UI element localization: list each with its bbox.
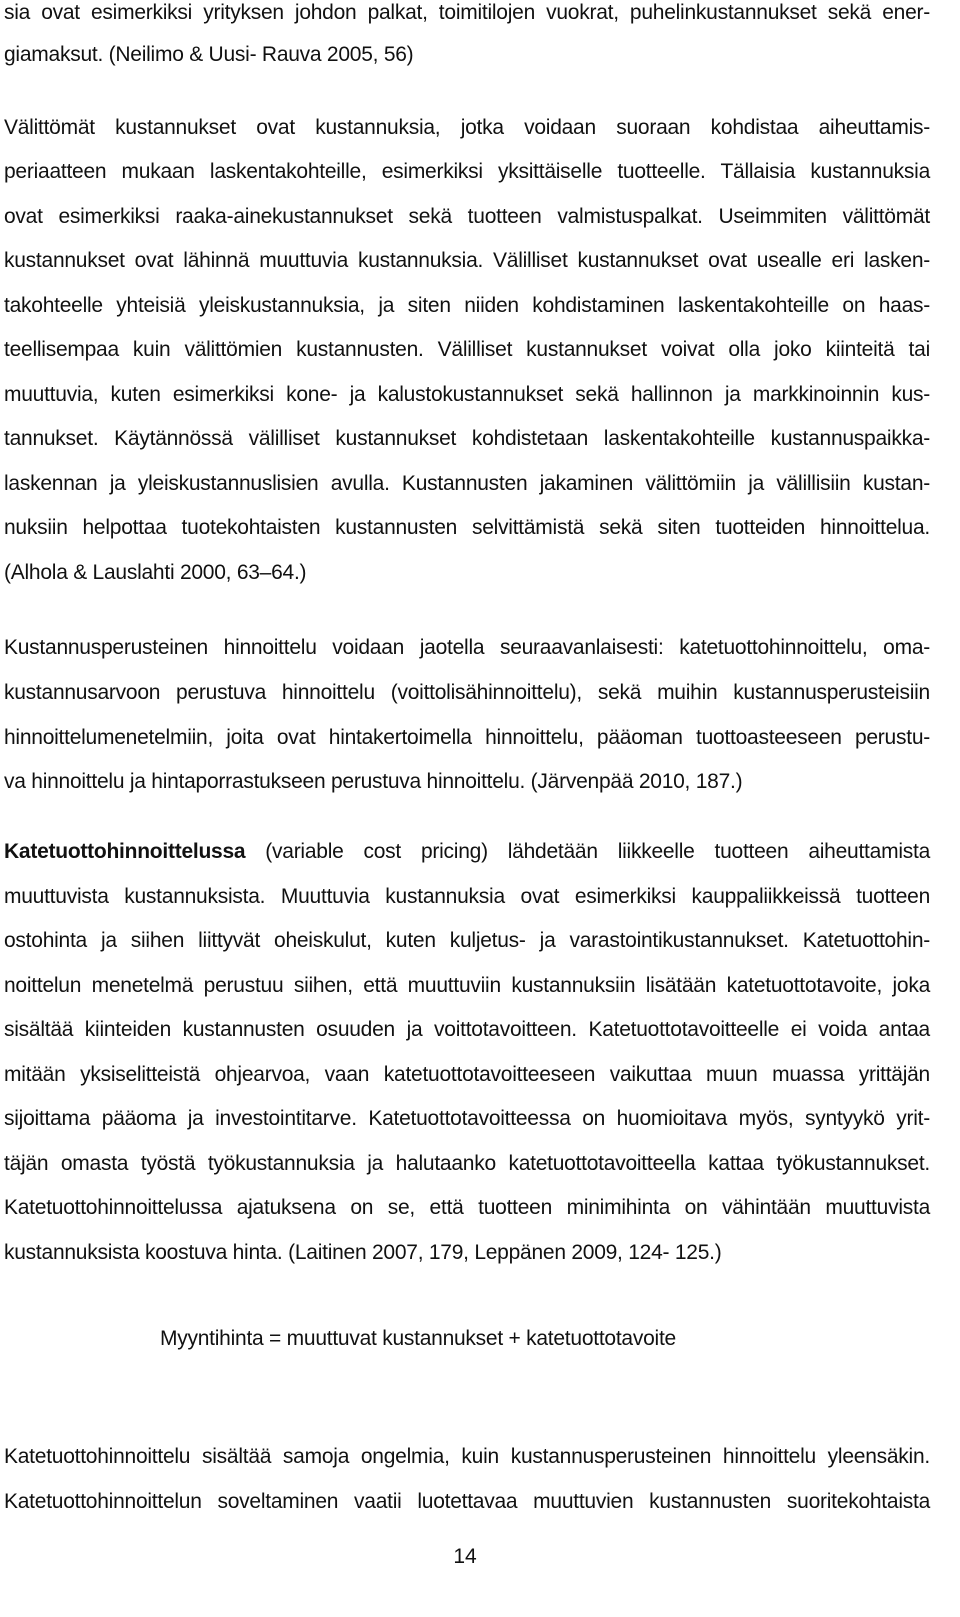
text-line: teellisempaa kuin välittömien kustannusten. Välilliset kustannukset voivat olla joko kiinteitä tai	[4, 338, 930, 361]
text-line: muuttuvia, kuten esimerkiksi kone- ja kalustokustannukset sekä hallinnon ja markkinoinnin kus-	[4, 383, 930, 406]
text-line: Katetuottohinnoittelu sisältää samoja ongelmia, kuin kustannusperusteinen hinnoittelu yleensäkin.	[4, 1445, 930, 1468]
text-line: kustannusarvoon perustuva hinnoittelu (voittolisähinnoittelu), sekä muihin kustannusperusteisiin	[4, 681, 930, 704]
formula: Myyntihinta = muuttuvat kustannukset + katetuottotavoite	[160, 1327, 676, 1350]
page-number: 14	[453, 1545, 477, 1568]
text-line: sijoittama pääoma ja investointitarve. Katetuottotavoitteessa on huomioitava myös, syntyykö yrit-	[4, 1107, 930, 1130]
text-line: giamaksut. (Neilimo & Uusi- Rauva 2005, 56)	[4, 43, 414, 66]
text-line: periaatteen mukaan laskentakohteille, esimerkiksi yksittäiselle tuotteelle. Tällaisia kustannuksia	[4, 160, 930, 183]
text-line: Kustannusperusteinen hinnoittelu voidaan jaotella seuraavanlaisesti: katetuottohinnoittelu, oma-	[4, 636, 930, 659]
text-line: (Alhola & Lauslahti 2000, 63–64.)	[4, 561, 307, 584]
text-line: Välittömät kustannukset ovat kustannuksia, jotka voidaan suoraan kohdistaa aiheuttamis-	[4, 116, 930, 139]
text-line: mitään yksiselitteistä ohjearvoa, vaan katetuottotavoitteeseen vaikuttaa muun muassa yrittäjän	[4, 1063, 930, 1086]
text-line: ostohinta ja siihen liittyvät oheiskulut, kuten kuljetus- ja varastointikustannukset. Katetuottohin-	[4, 929, 930, 952]
text-line: Katetuottohinnoittelussa ajatuksena on se, että tuotteen minimihinta on vähintään muuttuvista	[4, 1196, 930, 1219]
text-line: ovat esimerkiksi raaka-ainekustannukset sekä tuotteen valmistuspalkat. Useimmiten välittömät	[4, 205, 930, 228]
text-line: kustannuksista koostuva hinta. (Laitinen 2007, 179, Leppänen 2009, 124- 125.)	[4, 1241, 722, 1264]
text-line: täjän omasta työstä työkustannuksia ja halutaanko katetuottotavoitteella kattaa työkustannukset.	[4, 1152, 930, 1175]
text-line: nuksiin helpottaa tuotekohtaisten kustannusten selvittämistä sekä siten tuotteiden hinnoittelua.	[4, 516, 930, 539]
text-line: tannukset. Käytännössä välilliset kustannukset kohdistetaan laskentakohteille kustannuspaikka-	[4, 427, 930, 450]
text-line: laskennan ja yleiskustannuslisien avulla. Kustannusten jakaminen välittömiin ja välillisiin kustan-	[4, 472, 930, 495]
text-line: va hinnoittelu ja hintaporrastukseen perustuva hinnoittelu. (Järvenpää 2010, 187.)	[4, 770, 743, 793]
text-line: sia ovat esimerkiksi yrityksen johdon palkat, toimitilojen vuokrat, puhelinkustannukset sekä ener-	[4, 1, 930, 24]
text-line: noittelun menetelmä perustuu siihen, että muuttuviin kustannuksiin lisätään katetuottotavoite, joka	[4, 974, 930, 997]
text-line: sisältää kiinteiden kustannusten osuuden ja voittotavoitteen. Katetuottotavoitteelle ei voida antaa	[4, 1018, 930, 1041]
text-line: muuttuvista kustannuksista. Muuttuvia kustannuksia ovat esimerkiksi kauppaliikkeissä tuotteen	[4, 885, 930, 908]
bold-term: Katetuottohinnoittelussa	[4, 840, 246, 863]
text-line: Katetuottohinnoittelun soveltaminen vaatii luotettavaa muuttuvien kustannusten suoritekohtaista	[4, 1490, 930, 1513]
text-line	[4, 837, 930, 867]
text-run: (variable cost pricing) lähdetään liikkeelle tuotteen aiheuttamista	[245, 840, 930, 863]
text-line: takohteelle yhteisiä yleiskustannuksia, ja siten niiden kohdistaminen laskentakohteille on haas-	[4, 294, 930, 317]
text-line: hinnoittelumenetelmiin, joita ovat hintakertoimella hinnoittelu, pääoman tuottoasteeseen perustu-	[4, 726, 930, 749]
text-line: kustannukset ovat lähinnä muuttuvia kustannuksia. Välilliset kustannukset ovat usealle eri lasken-	[4, 249, 930, 272]
